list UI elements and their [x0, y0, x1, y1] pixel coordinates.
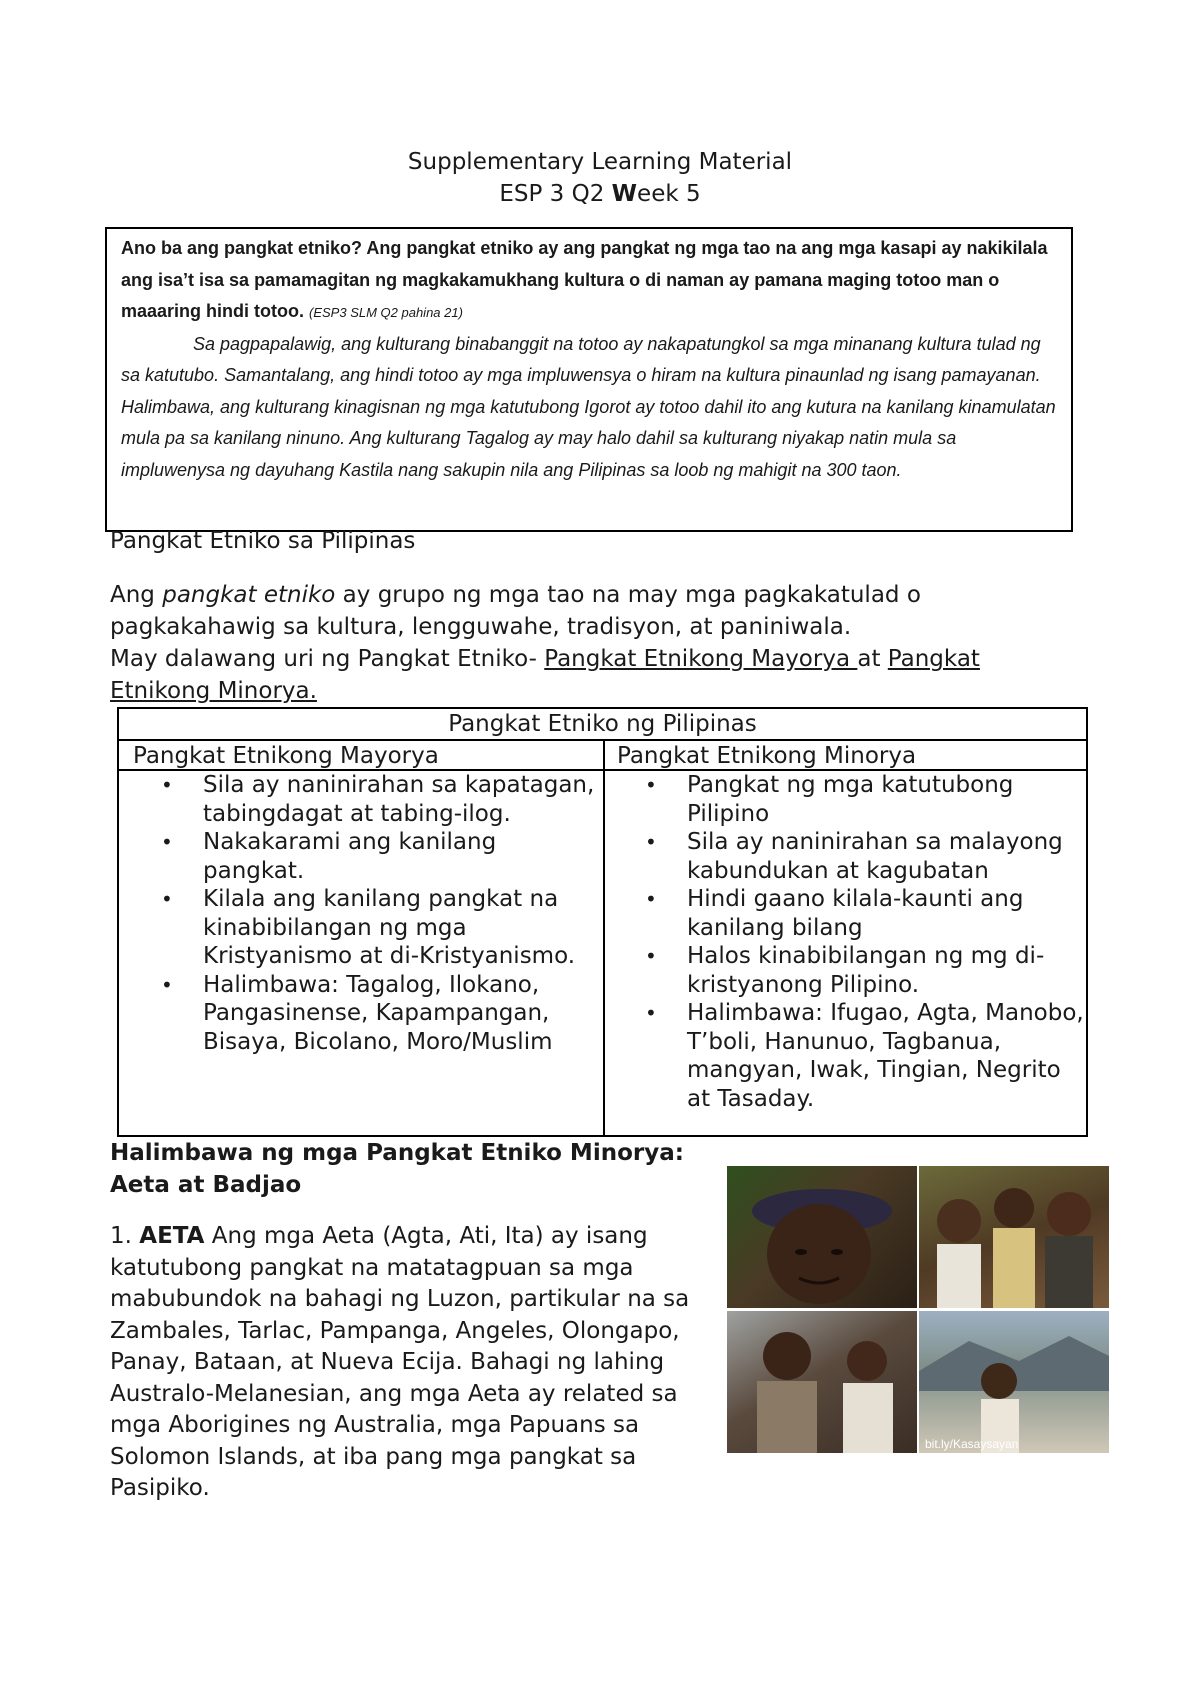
- list-item-text: Hindi gaano kilala-kaunti ang kanilang bilang: [687, 886, 1024, 941]
- title-line-1: Supplementary Learning Material: [407, 149, 793, 175]
- list-item: [645, 828, 1087, 885]
- document-subtitle: [0, 178, 1200, 210]
- definition-citation: (ESP3 SLM Q2 pahina 21): [309, 305, 463, 320]
- bullet-icon: •: [645, 944, 657, 968]
- list-item-text: Pangkat ng mga katutubong Pilipino: [687, 772, 1014, 827]
- list-item-text: Halos kinabibilangan ng mg di-kristyanong Pilipino.: [687, 943, 1045, 998]
- subtitle-prefix: ESP 3 Q2: [499, 181, 612, 207]
- bullet-icon: •: [161, 887, 173, 911]
- minority-heading: [110, 1137, 730, 1201]
- list-item-text: Halimbawa: Ifugao, Agta, Manobo, T’boli, Hanunuo, Tagbanua, mangyan, Iwak, Tingian, Negrito at Tasaday.: [687, 1000, 1084, 1112]
- list-item-text: Sila ay naninirahan sa kapatagan, tabingdagat at tabing-ilog.: [203, 772, 595, 827]
- p1-emphasis: pangkat etniko: [162, 582, 336, 608]
- minorya-list: [603, 771, 1087, 1113]
- list-item: [645, 942, 1087, 999]
- definition-italic-text: Sa pagpapalawig, ang kulturang binabanggit na totoo ay nakapatungkol sa mga minanang kultura tulad ng sa katutubo. Samantalang, ang hindi totoo ay mga impluwensya o hiram na kultura pinaunlad ng isang pamayanan. Halimbawa, ang kulturang kinagisnan ng mga katutubong Igorot ay totoo dahil ito ang kutura na kanilang kinamulatan mula pa sa kanilang ninuno. Ang kulturang Tagalog ay may halo dahil sa kulturang niyakap natin mula sa impluwenysa ng dayuhang Kastila nang sakupin nila ang Pilipinas sa loob ng mahigit na 300 taon.: [121, 333, 1056, 480]
- list-item: [161, 971, 603, 1057]
- p2-mid: at: [857, 646, 888, 672]
- definition-paragraph: [110, 579, 1010, 643]
- column-header-mayorya: Pangkat Etnikong Mayorya: [119, 741, 603, 771]
- table-title: Pangkat Etniko ng Pilipinas: [119, 709, 1086, 741]
- child-landscape-illustration: [919, 1311, 1109, 1453]
- p2-start: May dalawang uri ng Pangkat Etniko-: [110, 646, 545, 672]
- aeta-term: AETA: [139, 1223, 205, 1249]
- list-item: [161, 771, 603, 828]
- list-item: [645, 771, 1087, 828]
- photo-family: [727, 1311, 917, 1453]
- photo-elder-portrait: [727, 1166, 917, 1308]
- list-item-text: Nakakarami ang kanilang pangkat.: [203, 829, 497, 884]
- subtitle-bold-letter: W: [611, 181, 638, 207]
- p1-rest: ay grupo ng mga tao na may mga pagkakatulad o pagkakahawig sa kultura, lengguwahe, tradisyon, at paniniwala.: [110, 582, 921, 640]
- bullet-icon: •: [161, 830, 173, 854]
- ethnic-groups-table: [117, 707, 1088, 1137]
- column-header-minorya: Pangkat Etnikong Minorya: [603, 741, 1086, 771]
- aeta-photo-collage: [727, 1166, 1109, 1453]
- bullet-icon: •: [645, 887, 657, 911]
- aeta-paragraph: [110, 1221, 710, 1505]
- bullet-icon: •: [645, 830, 657, 854]
- aeta-text: Ang mga Aeta (Agta, Ati, Ita) ay isang katutubong pangkat na matatagpuan sa mga mabubundok na bahagi ng Luzon, partikular na sa Zambales, Tarlac, Pampanga, Angeles, Olongapo, Panay, Bataan, at Nueva Ecija. Bahagi ng lahing Australo-Melanesian, ang mga Aeta ay related sa mga Aborigines ng Australia, mga Papuans sa Solomon Islands, at iba pang mga pangkat sa Pasipiko.: [110, 1223, 690, 1501]
- aeta-number: 1.: [110, 1223, 140, 1249]
- section-heading: [110, 525, 1010, 557]
- section-heading-text: Pangkat Etniko sa Pilipinas: [110, 528, 416, 554]
- minorya-link[interactable]: Pangkat Etnikong Minorya.: [110, 646, 980, 704]
- list-item-text: Sila ay naninirahan sa malayong kabundukan at kagubatan: [687, 829, 1063, 884]
- mayorya-list: [119, 771, 603, 1056]
- mayorya-link[interactable]: Pangkat Etnikong Mayorya: [544, 646, 858, 672]
- bullet-icon: •: [645, 773, 657, 797]
- family-illustration: [727, 1311, 917, 1453]
- list-item: [161, 828, 603, 885]
- definition-box: [105, 227, 1073, 532]
- bullet-icon: •: [161, 972, 173, 997]
- definition-bold-text: Ano ba ang pangkat etniko? Ang pangkat etniko ay ang pangkat ng mga tao na ang mga kasapi ay nakikilala ang isa’t isa sa pamamagitan ng magkakamukhang kultura o di naman ay pamana maging totoo man o maaaring hindi totoo.: [121, 238, 1048, 321]
- list-item: [645, 999, 1087, 1113]
- watermark-text: bit.ly/Kasaysayan: [925, 1437, 1019, 1451]
- bullet-icon: •: [645, 1001, 657, 1025]
- p1-start: Ang: [110, 582, 163, 608]
- list-item: [161, 885, 603, 971]
- bullet-icon: •: [161, 773, 173, 797]
- elder-portrait-illustration: [727, 1166, 917, 1308]
- list-item-text: Kilala ang kanilang pangkat na kinabibilangan ng mga Kristyanismo at di-Kristyanismo.: [203, 886, 576, 969]
- photo-children-group: [919, 1166, 1109, 1308]
- document-title: [0, 146, 1200, 178]
- list-item: [645, 885, 1087, 942]
- children-group-illustration: [919, 1166, 1109, 1308]
- list-item-text: Halimbawa: Tagalog, Ilokano, Pangasinense, Kapampangan, Bisaya, Bicolano, Moro/Muslim: [203, 971, 553, 1055]
- photo-child-landscape: [919, 1311, 1109, 1453]
- subtitle-suffix: eek 5: [637, 181, 701, 207]
- minority-heading-text: Halimbawa ng mga Pangkat Etniko Minorya: Aeta at Badjao: [110, 1140, 684, 1198]
- types-paragraph: [110, 643, 1010, 707]
